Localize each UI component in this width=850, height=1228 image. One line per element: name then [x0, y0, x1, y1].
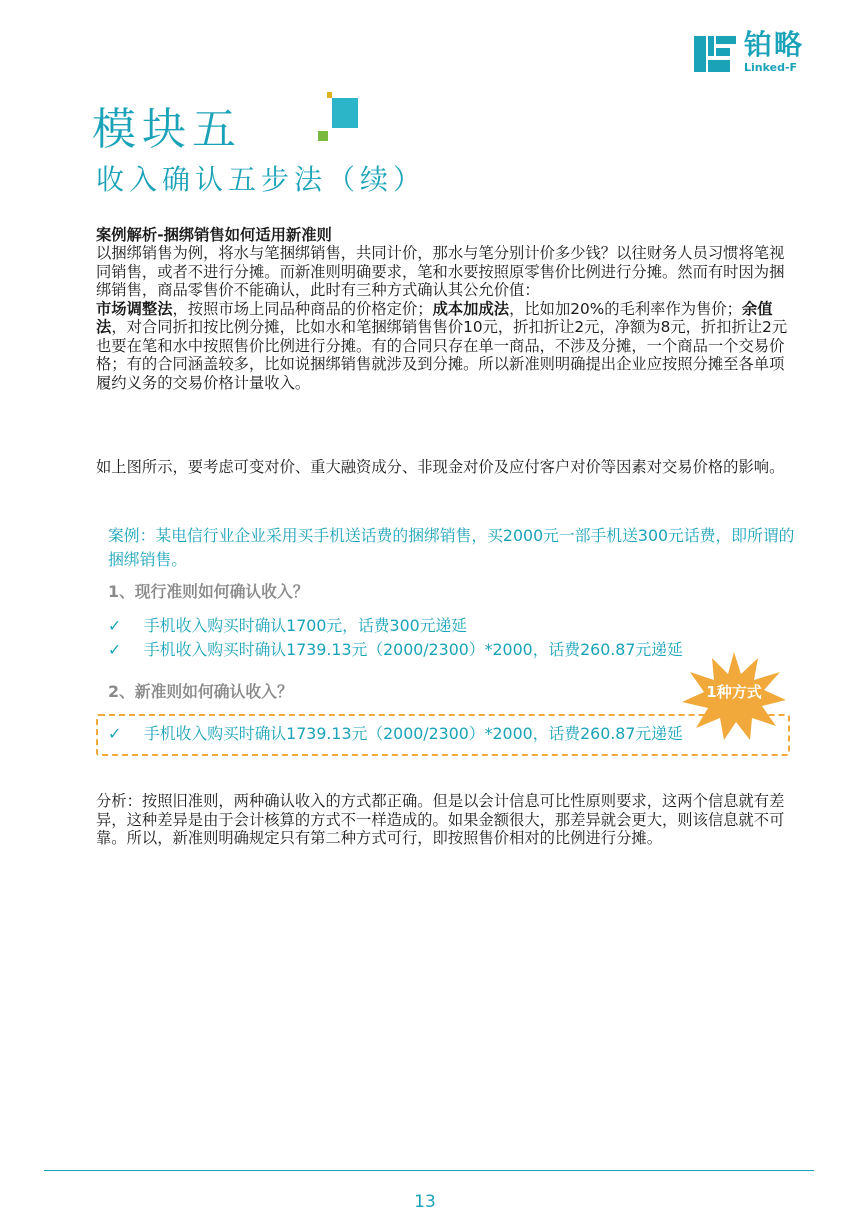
badge-label: 1种方式	[706, 683, 762, 701]
list-item-text: 手机收入购买时确认1739.13元（2000/2300）*2000，话费260.87元递延	[144, 640, 683, 659]
question-new-standard: 2、新准则如何确认收入？	[108, 682, 293, 701]
list-item-new-standard	[108, 722, 683, 746]
list-item-text: 手机收入购买时确认1739.13元（2000/2300）*2000，话费260.87元递延	[144, 724, 683, 743]
list-item-text: 手机收入购买时确认1700元，话费300元递延	[144, 616, 468, 635]
decorative-small-square-icon	[327, 92, 332, 98]
checkmark-icon: ✓	[108, 616, 122, 635]
brand-logo	[694, 30, 804, 74]
analysis-paragraph: 分析：按照旧准则，两种确认收入的方式都正确。但是以会计信息可比性原则要求，这两个信息就有差异，这种差异是由于会计核算的方式不一样造成的。如果金额很大，那差异就会更大，则该信息就不可靠。所以，新准则明确规定只有第二种方式可行，即按照售价相对的比例进行分摊。	[96, 792, 785, 847]
method-text: ，按照市场上同品种商品的价格定价；	[172, 299, 433, 318]
module-subtitle: 收入确认五步法（续）	[96, 163, 427, 196]
section-heading: 案例解析-捆绑销售如何适用新准则	[96, 226, 332, 244]
case-intro: 案例：某电信行业企业采用买手机送话费的捆绑销售，买2000元一部手机送300元话费，即所谓的捆绑销售。	[108, 526, 795, 569]
question-current-standard: 1、现行准则如何确认收入？	[108, 582, 309, 601]
logo-text-cn: 铂略	[744, 28, 805, 61]
method-text: ，对合同折扣按比例分摊，比如水和笔捆绑销售售价10元，折扣折让2元，净额为8元，折扣折让2元也要在笔和水中按照售价比例进行分摊。有的合同只存在单一商品，不涉及分摊，一个商品一个交易价格；有的合同涵盖较多，比如说捆绑销售就涉及到分摊。所以新准则明确提出企业应按照分摊至各单项履约义务的交易价格计量收入。	[96, 318, 788, 392]
page-number: 13	[414, 1192, 436, 1212]
checkmark-icon: ✓	[108, 724, 122, 743]
paragraph-text: 以捆绑销售为例，将水与笔捆绑销售，共同计价，那水与笔分别计价多少钱？以往财务人员习惯将笔视同销售，或者不进行分摊。而新准则明确要求，笔和水要按照原零售价比例进行分摊。然而有时因为捆绑销售，商品零售价不能确认，此时有三种方式确认其公允价值：	[96, 244, 785, 299]
factors-paragraph: 如上图所示，要考虑可变对价、重大融资成分、非现金对价及应付客户对价等因素对交易价格的影响。	[96, 458, 785, 476]
method-text: ，比如加20%的毛利率作为售价；	[509, 299, 742, 318]
case-analysis-paragraph	[96, 244, 788, 392]
logo-text-en: Linked-F	[744, 61, 798, 74]
decorative-green-square-icon	[318, 131, 328, 141]
method-market-adjust: 市场调整法	[96, 299, 173, 318]
footer-divider	[44, 1170, 814, 1171]
method-residual: 余值法	[96, 299, 773, 336]
module-title: 模块五	[92, 104, 242, 155]
method-cost-plus: 成本加成法	[432, 299, 510, 318]
logo-mark-icon	[694, 30, 738, 74]
decorative-square-icon	[332, 98, 358, 128]
list-item	[108, 614, 798, 638]
checkmark-icon: ✓	[108, 640, 122, 659]
